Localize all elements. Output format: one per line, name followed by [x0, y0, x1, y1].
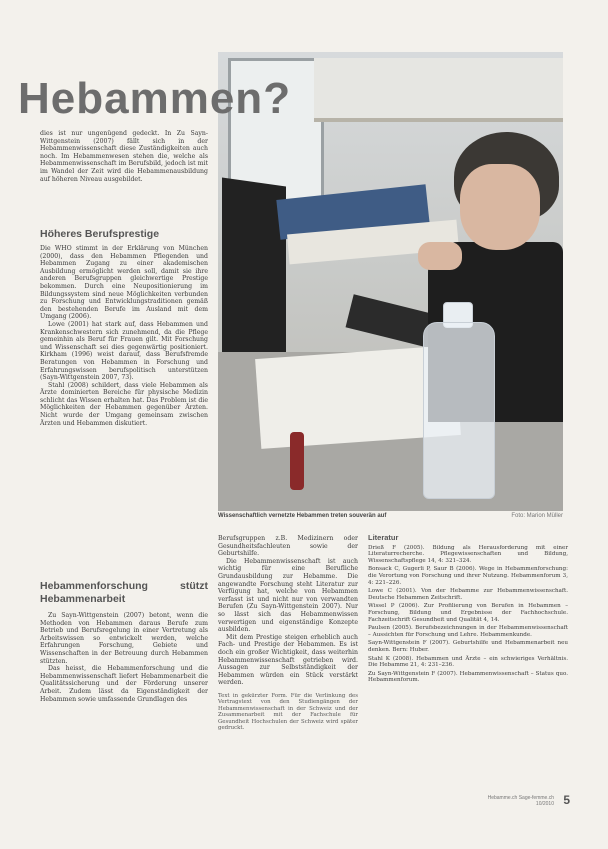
section1-paragraph-1: Die WHO stimmt in der Erklärung von München (2000), dass den Hebammen Pflegenden und Hebammen Zugang zu einer akademischen Ausbildung ermöglicht werden soll, damit sie ihre anderen Berufsgruppen gleichwertige Prestige bekommen. Durch eine Neupositionierung im Bildungssystem sind neue Möglichkeiten verbunden zu Forschung und Entwicklungstraditionen gemäß den bestehenden Berufe im Ausland mit dem Umgang (2006).	[40, 245, 208, 321]
bibliography-entry: Zu Sayn-Wittgenstein F (2007). Hebammenwissenschaft – Status quo. Hebammenforum.	[368, 670, 568, 684]
bibliography-entry: Stahl K (2008). Hebammen und Ärzte – ein schwieriges Verhältnis. Die Hebamme 21, 4: 231–236.	[368, 655, 568, 669]
section1-paragraph-2: Lowe (2001) hat stark auf, dass Hebammen und Krankenschwestern sich zunehmend, da die Pflege gemeinhin als Beruf für Frauen gilt. Mit Forschung und Wissenschaft sei dies gegenwärtig positioniert. Kirkham (1996) weist darauf, dass Berufsfremde Beratungen von Hebammen in Forschung und Erfahrungswissen berufspolitisch unterstützen (Sayn-Wittgenstein 2007, 73).	[40, 320, 208, 382]
section1-heading-wrap	[40, 228, 208, 241]
middle-column	[218, 535, 358, 731]
intro-text: dies ist nur ungenügend gedeckt. In Zu Sayn-Wittgenstein (2007) fällt sich in der Hebammenwissenschaft diese Zuständigkeiten auch noch. Im Hebammenwesen stehen die, welche als Hebammenwissenschaft im Berufsbild, jedoch ist mit im Wandel der Zeit wird die Hebammenausbildung auf höheren Niveau ausgebildet.	[40, 130, 208, 183]
intro-paragraph	[40, 130, 208, 183]
section1-paragraph-3: Stahl (2008) schildert, dass viele Hebammen als Ärzte dominierten Bereiche für physische Medizin schlicht das Wissen erhalten hat. Das Problem ist die Möglichkeiten der Hebammen gegenüber Ärzten. Nicht wurde der Umgang gemeinsam zwischen Ärzten und Hebammen diskutiert.	[40, 381, 208, 427]
bibliography-entry: Paulsen (2005). Berufsbezeichnungen in der Hebammenwissenschaft – Aussichten für Forschung und Lehre. Hebammenkunde.	[368, 625, 568, 638]
section1-heading: Höheres Berufsprestige	[40, 228, 160, 240]
photo-caption	[218, 511, 563, 521]
photo-person-face	[460, 164, 540, 250]
footnote: Text in gekürzter Form. Für die Verlinkung des Vertragstext von den Studiengängen der Hebammenwissenschaft in der Schweiz und der Zusammenarbeit mit der Fachschule für Gesundheit Hochschulen der Schweiz wird später gedruckt.	[218, 692, 358, 731]
column2-paragraph-1: Berufsgruppen z.B. Medizinern oder Gesundheitsfachleuten sowie der Geburtshilfe.	[218, 535, 358, 558]
bibliography-heading: Literatur	[368, 533, 399, 542]
section2-heading-wrap	[40, 580, 208, 606]
section2-body	[40, 612, 208, 703]
column2-paragraph-2: Die Hebammenwissenschaft ist auch wichtig für eine Berufliche Grundausbildung zur Hebamme. Die angewandte Forschung steht Literatur zur Verfügung hat, welche von Hebammen verfasst ist und nicht nur von verwandten Berufen (Zu Sayn-Wittgenstein 2007). Nur so lässt sich das Hebammenwissen verwertigen und eigenständige Konzepte ausbilden.	[218, 557, 358, 634]
section1-body	[40, 245, 208, 427]
section2-heading: Hebammenforschung stützt Hebammenarbeit	[40, 580, 208, 605]
photo-credit: Foto: Marion Müller	[511, 513, 563, 519]
bibliography	[368, 535, 568, 686]
bibliography-entry: Bonsack C, Gugerli P, Saur B (2006). Wege in Hebammenforschung: die Verortung von Forschung und ihrer Nutzung. Hebammenforum 3, 4: 221–226.	[368, 566, 568, 586]
bibliography-entry: Lowe C (2001). Von der Hebamme zur Hebammenwissenschaft. Deutsche Hebammen Zeitschrift.	[368, 588, 568, 601]
section2-paragraph-2: Das heisst, die Hebammenforschung und die Hebammenwissenschaft liefert Hebammenarbeit die Qualitätssicherung und der Förderung unserer Arbeit. Zudem lässt da Eigenständigkeit der Hebammen sowie umfassende Grundlagen des	[40, 665, 208, 703]
photo-bottle	[423, 322, 495, 499]
footer-source: Hebamme.ch Sage-femme.ch 10/2010	[487, 795, 554, 807]
photo-marker	[290, 432, 304, 490]
bibliography-entry: Sayn-Wittgenstein F (2007). Geburtshilfe und Hebammenarbeit neu denken. Bern: Huber.	[368, 640, 568, 653]
photo-person-hand	[418, 242, 462, 270]
bibliography-entry: Wissel P (2006). Zur Profilierung von Berufen in Hebammen – Forschung, Bildung und Ergebnisse der Fachhochschule. Fachzeitschrift Gesundheit und Qualität 4, 14.	[368, 603, 568, 623]
page-footer	[480, 793, 570, 817]
section2-paragraph-1: Zu Sayn-Wittgenstein (2007) betont, wenn die Methoden von Hebammen daraus Berufe zum Betrieb und Berufsregelung in einer Vertretung als Arbeitswissen so entwickelt werden, welche Erfahrungen Forschung, Gebiete und Wissenschaften in der Betreuung durch Hebammen stützten.	[40, 612, 208, 665]
page-number: 5	[563, 793, 570, 807]
article-title: Hebammen?	[18, 74, 292, 123]
bibliography-entry: Drieß F (2005). Bildung als Herausforderung mit einer Literaturrecherche. Pflegewissenschaften und Bildung, Wissenschaftspflege 14, 4: 321–324.	[368, 544, 568, 564]
caption-text: Wissenschaftlich vernetzte Hebammen treten souverän auf	[218, 513, 387, 519]
column2-paragraph-3: Mit dem Prestige steigen erheblich auch Fach- und Prestige der Hebammen. Es ist doch ein großer Wichtigkeit, dass weiterhin Hebammenwissenschaft getrieben wird. Aussagen zur Selbstständigkeit der Hebammen würden ein Stück verstärkt werden.	[218, 633, 358, 687]
